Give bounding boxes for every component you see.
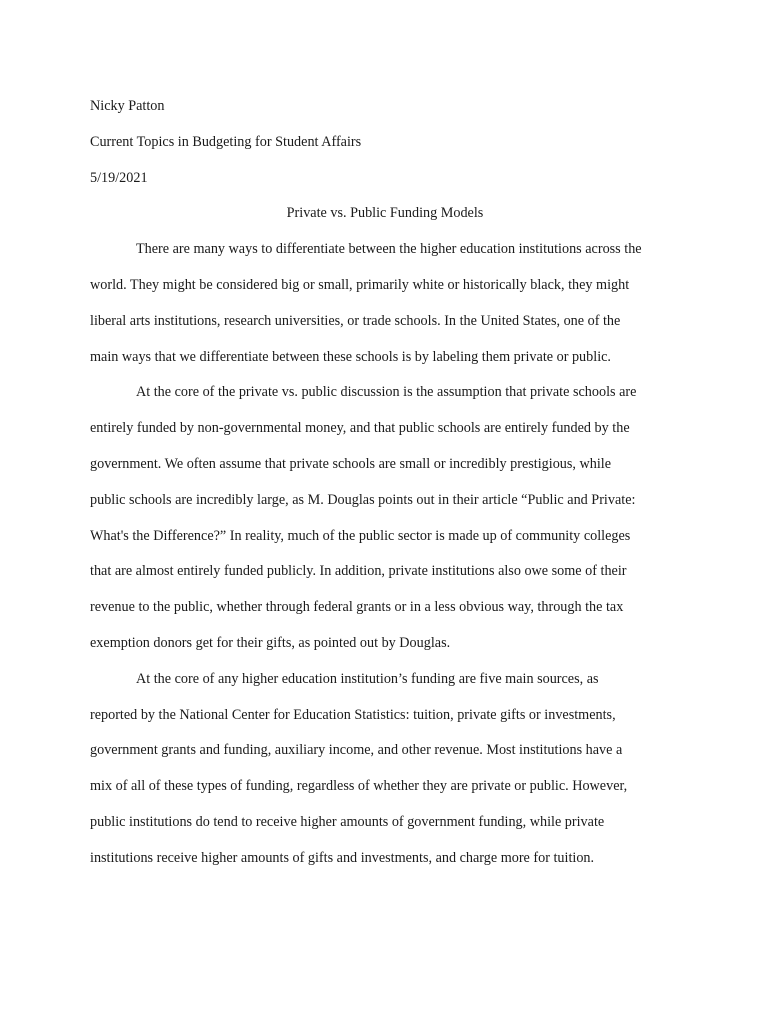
paragraph-line: exemption donors get for their gifts, as pointed out by Douglas. (90, 634, 451, 651)
paragraph (90, 232, 680, 375)
paragraph-line: government grants and funding, auxiliary income, and other revenue. Most institutions have a (90, 742, 623, 759)
paragraph-line: public institutions do tend to receive higher amounts of government funding, while private (90, 813, 605, 830)
paragraph-line: public schools are incredibly large, as M. Douglas points out in their article “Public and Private: (90, 491, 636, 508)
paragraph-line: world. They might be considered big or small, primarily white or historically black, they might (90, 276, 630, 293)
paragraph-line: What's the Difference?” In reality, much of the public sector is made up of community colleges (90, 527, 631, 544)
paragraph-line: liberal arts institutions, research universities, or trade schools. In the United States, one of the (90, 312, 621, 329)
paragraph (90, 375, 680, 661)
paragraph-line: There are many ways to differentiate between the higher education institutions across the (136, 241, 642, 258)
paragraph-line: institutions receive higher amounts of gifts and investments, and charge more for tuition. (90, 849, 595, 866)
paragraph-line: that are almost entirely funded publicly. In addition, private institutions also owe some of their (90, 563, 627, 580)
course-name: Current Topics in Budgeting for Student Affairs (90, 133, 362, 150)
document-body (90, 89, 680, 877)
paragraph-line: At the core of any higher education institution’s funding are five main sources, as (136, 670, 599, 687)
document-date: 5/19/2021 (90, 169, 148, 186)
paragraph-line: revenue to the public, whether through federal grants or in a less obvious way, through the tax (90, 599, 624, 616)
document-title: Private vs. Public Funding Models (286, 205, 484, 222)
paragraph-line: mix of all of these types of funding, regardless of whether they are private or public. However, (90, 778, 628, 795)
paragraph (90, 662, 680, 877)
author-name: Nicky Patton (90, 98, 165, 114)
paragraph-line: main ways that we differentiate between these schools is by labeling them private or public. (90, 348, 611, 365)
paragraph-line: At the core of the private vs. public discussion is the assumption that private schools are (136, 384, 637, 401)
paragraph-line: government. We often assume that private schools are small or incredibly prestigious, while (90, 455, 612, 472)
paragraph-line: reported by the National Center for Education Statistics: tuition, private gifts or investments, (90, 706, 616, 723)
paragraph-line: entirely funded by non-governmental money, and that public schools are entirely funded by the (90, 420, 630, 437)
